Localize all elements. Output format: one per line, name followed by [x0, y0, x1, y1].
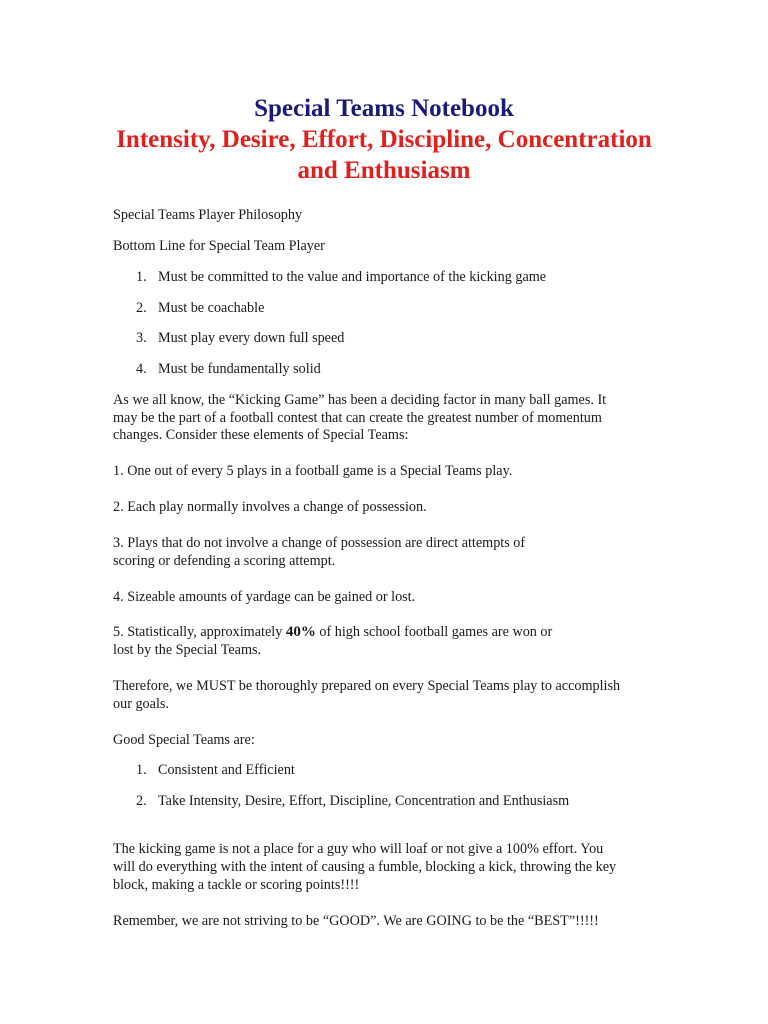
list-number: 4.	[136, 361, 147, 377]
subtitle-line-2: and Enthusiasm	[297, 157, 471, 184]
element-3-line-1: 3. Plays that do not involve a change of possession are direct attempts of	[113, 535, 526, 551]
list-item	[136, 269, 676, 287]
list-number: 2.	[136, 300, 147, 316]
list-item	[136, 762, 676, 780]
list-text: Must be coachable	[158, 300, 265, 316]
list-number: 3.	[136, 330, 147, 346]
list-item	[136, 361, 676, 379]
list-number: 1.	[136, 762, 147, 778]
element-5-suffix: of high school football games are won or	[315, 624, 553, 640]
document-title: Special Teams Notebook	[254, 95, 514, 122]
element-5-line-1	[113, 624, 673, 642]
list-text: Must be fundamentally solid	[158, 361, 321, 377]
element-2: 2. Each play normally involves a change of possession.	[113, 499, 427, 515]
list-number: 2.	[136, 793, 147, 809]
therefore-line-2: our goals.	[113, 696, 169, 712]
list-item	[136, 330, 676, 348]
philosophy-heading: Special Teams Player Philosophy	[113, 207, 303, 223]
intro-line-2: may be the part of a football contest that can create the greatest number of momentum	[113, 410, 602, 426]
element-3-line-2: scoring or defending a scoring attempt.	[113, 553, 336, 569]
element-5-line-2: lost by the Special Teams.	[113, 642, 262, 658]
list-item	[136, 300, 676, 318]
closing-line: Remember, we are not striving to be “GOOD”. We are GOING to be the “BEST”!!!!!	[113, 913, 599, 929]
kicking-line-2: will do everything with the intent of causing a fumble, blocking a kick, throwing the key	[113, 859, 617, 875]
list-text: Take Intensity, Desire, Effort, Discipline, Concentration and Enthusiasm	[158, 793, 570, 809]
element-1: 1. One out of every 5 plays in a football game is a Special Teams play.	[113, 463, 513, 479]
therefore-line-1: Therefore, we MUST be thoroughly prepared on every Special Teams play to accomplish	[113, 678, 621, 694]
intro-line-3: changes. Consider these elements of Special Teams:	[113, 427, 409, 443]
bottom-line-heading: Bottom Line for Special Team Player	[113, 238, 325, 254]
subtitle-line-1: Intensity, Desire, Effort, Discipline, Concentration	[116, 126, 652, 153]
element-5-percent: 40%	[285, 624, 316, 640]
kicking-line-3: block, making a tackle or scoring points!!!!	[113, 877, 360, 893]
list-text: Must play every down full speed	[158, 330, 345, 346]
intro-line-1: As we all know, the “Kicking Game” has been a deciding factor in many ball games. It	[113, 392, 607, 408]
list-text: Consistent and Efficient	[158, 762, 295, 778]
list-text: Must be committed to the value and importance of the kicking game	[158, 269, 547, 285]
element-5-prefix: 5. Statistically, approximately	[113, 624, 286, 640]
good-heading: Good Special Teams are:	[113, 732, 255, 748]
list-number: 1.	[136, 269, 147, 285]
element-4: 4. Sizeable amounts of yardage can be gained or lost.	[113, 589, 416, 605]
list-item	[136, 793, 676, 811]
kicking-line-1: The kicking game is not a place for a guy who will loaf or not give a 100% effort. You	[113, 841, 604, 857]
